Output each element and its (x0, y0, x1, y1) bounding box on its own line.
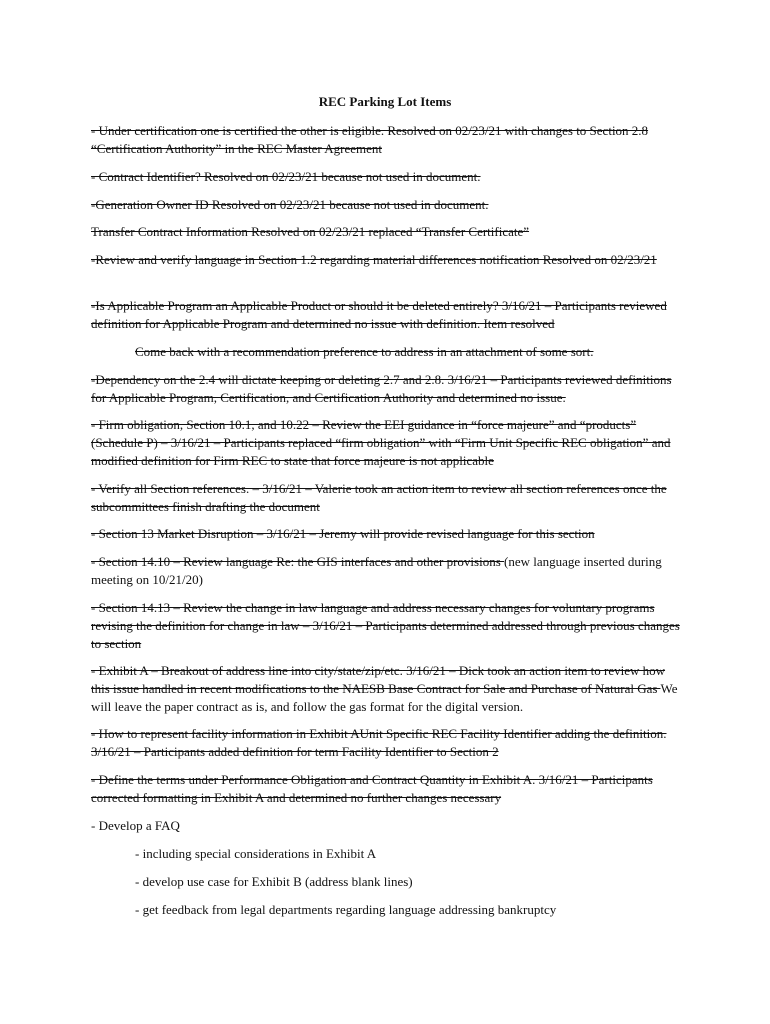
document-title: REC Parking Lot Items (318, 94, 452, 109)
item-struck-text: - Define the terms under Performance Obligation and Contract Quantity in Exhibit A. 3/16/21 – Participants corrected formatting in Exhibit A and determined no further changes necessary (91, 772, 653, 805)
parking-item-7 (91, 343, 681, 361)
item-struck-text: -Review and verify language in Section 1.2 regarding material differences notification Resolved on 02/23/21 (91, 252, 657, 267)
faq-bullet: - get feedback from legal departments regarding language addressing bankruptcy (135, 902, 557, 917)
parking-item-10 (91, 480, 681, 516)
item-struck-text: Transfer Contract Information Resolved on 02/23/21 replaced “Transfer Certificate” (91, 224, 530, 239)
parking-item-13 (91, 599, 681, 653)
item-struck-text: -Generation Owner ID Resolved on 02/23/21 because not used in document. (91, 197, 489, 212)
item-struck-text: - Firm obligation, Section 10.1, and 10.22 – Review the EEI guidance in “force majeure” and “products” (Schedule P) – 3/16/21 – Participants replaced “firm obligation” with “Firm Unit Specific REC obligation” and modified definition for Firm REC to state that force majeure is not applicable (91, 417, 671, 468)
parking-item-5 (91, 251, 681, 269)
faq-heading: - Develop a FAQ (91, 818, 180, 833)
item-struck-text: - Exhibit A – Breakout of address line into city/state/zip/etc. 3/16/21 – Dick took an action item to review how this issue handled in recent modifications to the NAESB Base Contract for Sale and Purchase of Natural Gas (91, 663, 666, 696)
item-struck-text: - Contract Identifier? Resolved on 02/23/21 because not used in document. (91, 169, 481, 184)
parking-item-1 (91, 122, 681, 158)
parking-item-12 (91, 553, 681, 589)
parking-item-4 (91, 223, 681, 241)
item-struck-text: Come back with a recommendation preference to address in an attachment of some sort. (135, 344, 594, 359)
faq-bullet: - including special considerations in Exhibit A (135, 846, 377, 861)
parking-item-14 (91, 662, 681, 716)
parking-item-3 (91, 196, 681, 214)
item-struck-text: -Is Applicable Program an Applicable Product or should it be deleted entirely? 3/16/21 – Participants reviewed definition for Applicable Program and determined no issue with definition. Item resolved (91, 298, 667, 331)
item-struck-text: - Under certification one is certified the other is eligible. Resolved on 02/23/21 with changes to Section 2.8 “Certification Authority” in the REC Master Agreement (91, 123, 649, 156)
faq-bullet: - develop use case for Exhibit B (address blank lines) (135, 874, 413, 889)
parking-item-11 (91, 525, 681, 543)
parking-item-2 (91, 168, 681, 186)
item-struck-text: - How to represent facility information in Exhibit AUnit Specific REC Facility Identifier adding the definition. 3/16/21 – Participants added definition for term Facility Identifier to Section 2 (91, 726, 667, 759)
parking-item-16 (91, 771, 681, 807)
item-struck-text: - Section 13 Market Disruption – 3/16/21 – Jeremy will provide revised language for this section (91, 526, 595, 541)
parking-item-9 (91, 416, 681, 470)
item-struck-text: -Dependency on the 2.4 will dictate keeping or deleting 2.7 and 2.8. 3/16/21 – Participants reviewed definitions for Applicable Program, Certification, and Certification Authority and determined no issue. (91, 372, 672, 405)
item-plain-text: We will leave the paper contract as is, and follow the gas format for the digital version. (91, 681, 678, 714)
parking-item-6 (91, 297, 681, 333)
item-struck-text: - Verify all Section references. – 3/16/21 – Valerie took an action item to review all section references once the subcommittees finish drafting the document (91, 481, 667, 514)
item-plain-text: (new language inserted during meeting on 10/21/20) (91, 554, 662, 587)
item-struck-text: - Section 14.10 – Review language Re: the GIS interfaces and other provisions (91, 554, 505, 569)
item-struck-text: - Section 14.13 – Review the change in law language and address necessary changes for voluntary programs revising the definition for change in law – 3/16/21 – Participants determined addressed through previous changes to section (91, 600, 680, 651)
parking-item-15 (91, 725, 681, 761)
parking-item-8 (91, 371, 681, 407)
